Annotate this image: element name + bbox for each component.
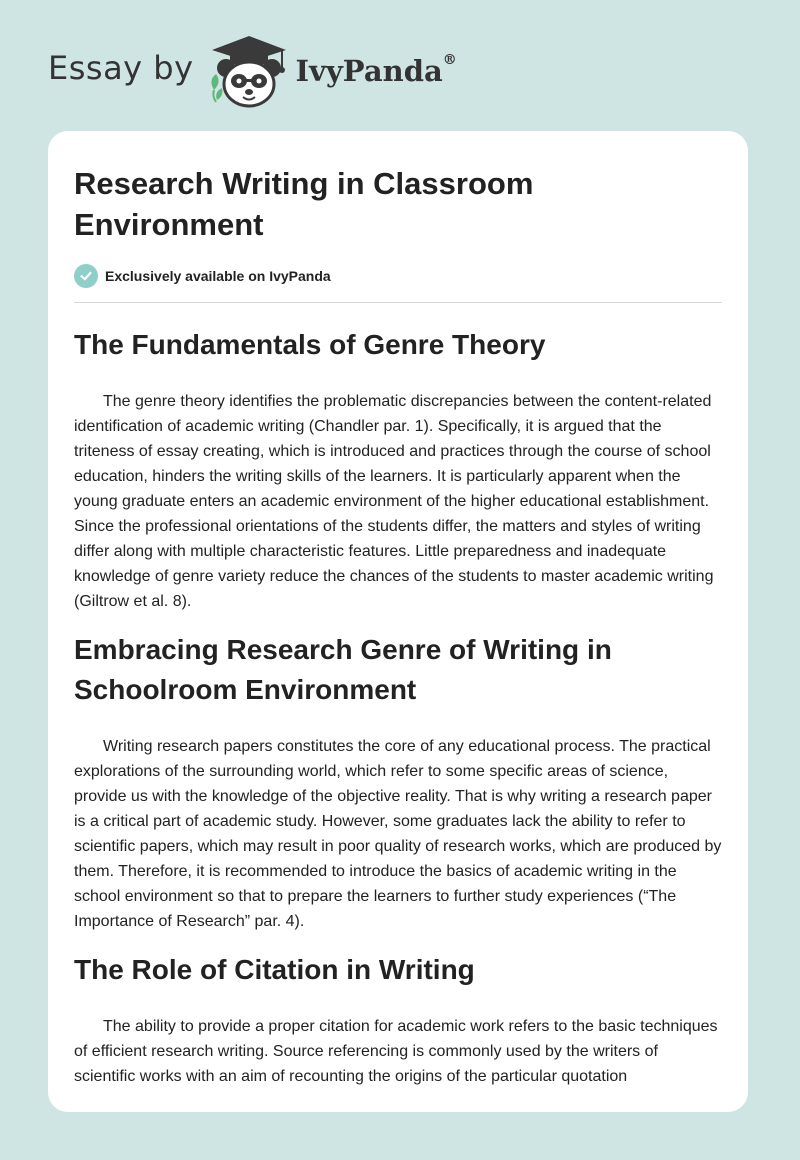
section-paragraph: The genre theory identifies the problematic discrepancies between the content-related identification of academic writing (Chandler par. 1). Specifically, it is argued that the triteness of essay creating, which is introduced and practices through the course of school education, hinders the writing skills of the learners. It is particularly apparent when the young graduate enters an academic environment of the higher educational establishment. Since the professional orientations of the students differ, the matters and styles of writing differ along with multiple characteristic features. Little preparedness and inadequate knowledge of genre variety reduce the chances of the students to master academic writing (Giltrow et al. 8). (74, 393, 714, 610)
exclusive-badge-text: Exclusively available on IvyPanda (105, 268, 331, 284)
section-paragraph: Writing research papers constitutes the core of any educational process. The practical explorations of the surrounding world, which refer to some specific areas of science, provide us with the knowledge of the objective reality. That is why writing a research paper is a critical part of academic study. However, some graduates lack the ability to refer to scientific papers, which may result in poor quality of research works, which are produced by them. Therefore, it is recommended to introduce the basics of academic writing in the school environment so that to prepare the learners to further study experiences (“The Importance of Research” par. 4). (74, 738, 722, 930)
site-brand[interactable] (48, 30, 457, 110)
essay-card (48, 131, 748, 1112)
exclusive-badge (74, 264, 722, 303)
section-paragraph: The ability to provide a proper citation for academic work refers to the basic techniques of efficient research writing. Source referencing is commonly used by the writers of scientific works with an aim of recounting the origins of the particular quotation (74, 1018, 718, 1085)
brand-prefix: Essay by (48, 49, 194, 87)
panda-graduate-logo-icon (206, 30, 292, 110)
section-heading: The Role of Citation in Writing (74, 954, 475, 985)
check-circle-icon (74, 264, 98, 288)
section-heading: The Fundamentals of Genre Theory (74, 329, 546, 360)
section-heading: Embracing Research Genre of Writing in Schoolroom Environment (74, 634, 612, 705)
essay-title: Research Writing in Classroom Environment (74, 166, 534, 242)
brand-name: IvyPanda® (295, 52, 457, 88)
